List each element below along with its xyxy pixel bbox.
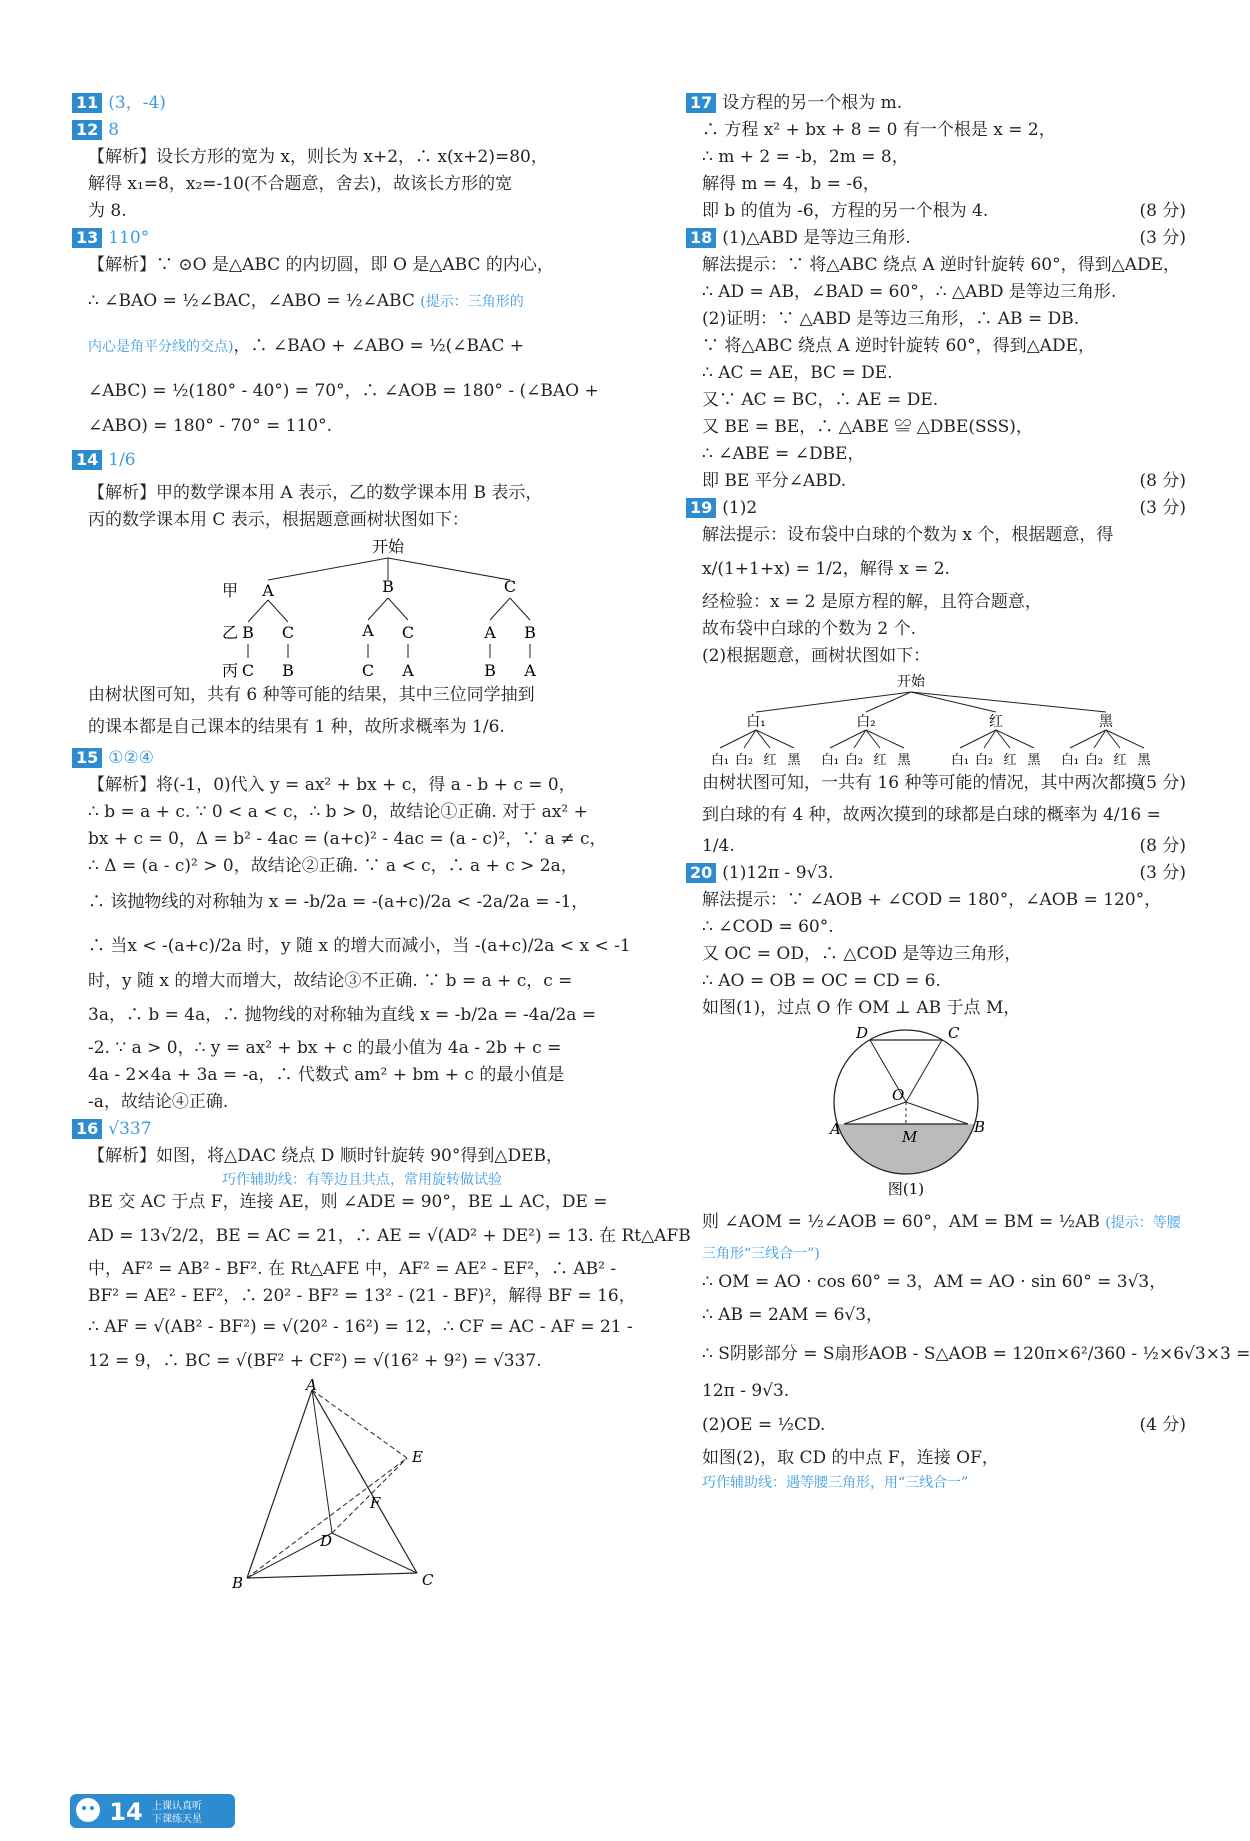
score: (5 分) — [1139, 773, 1186, 793]
solution-line: 如图(2)，取 CD 的中点 F，连接 OF， — [702, 1448, 999, 1468]
solution-line: BE 交 AC 于点 F，连接 AE，则 ∠ADE = 90°，BE ⊥ AC，DE = — [88, 1192, 608, 1212]
left-column — [72, 90, 691, 1593]
solution-line: 设方程的另一个根为 m. — [722, 93, 903, 113]
tree-leaf: 白₂ — [1084, 753, 1104, 768]
point-label: C — [948, 1024, 960, 1042]
point-label: M — [902, 1128, 918, 1146]
tree-leaf: 白₁ — [820, 753, 840, 768]
solution-line: 解法提示：∵ 将△ABC 绕点 A 逆时针旋转 60°，得到△ADE， — [702, 255, 1180, 275]
solution-line: 【解析】将(-1，0)代入 y = ax² + bx + c，得 a - b + c = 0， — [88, 775, 576, 795]
solution-line: 故布袋中白球的个数为 2 个. — [702, 619, 917, 639]
question-number: 19 — [686, 498, 716, 518]
figure-q20 — [686, 1022, 1186, 1202]
tree-node: B — [382, 577, 394, 596]
point-label: O — [892, 1086, 905, 1104]
solution-line: ∴ ∠ABE = ∠DBE， — [702, 444, 865, 464]
tree-node: C — [281, 623, 295, 642]
right-column — [686, 90, 1250, 1493]
solution-line: AD = 13√2/2，BE = AC = 21，∴ AE = √(AD² + DE²) = 13. 在 Rt△AFB — [88, 1226, 691, 1246]
hint-text: 内心是角平分线的交点) — [88, 339, 234, 355]
solution-line: (1)△ABD 是等边三角形. — [722, 228, 911, 248]
solution-line: 的课本都是自己课本的结果有 1 种，故所求概率为 1/6. — [88, 717, 505, 737]
solution-line: -2. ∵ a > 0，∴ y = ax² + bx + c 的最小值为 4a - 2b + c = — [88, 1038, 562, 1058]
solution-line: ∴ b = a + c. ∵ 0 < a < c，∴ b > 0，故结论①正确. 对于 ax² + — [88, 802, 588, 822]
tree-node: 红 — [989, 714, 1003, 730]
footer-slogan: 上课认真听 — [152, 1801, 202, 1812]
solution-line: 12 = 9，∴ BC = √(BF² + CF²) = √(16² + 9²) = √337. — [88, 1351, 542, 1371]
solution-line: (2)证明：∵ △ABD 是等边三角形，∴ AB = DB. — [702, 309, 1080, 329]
point-label: A — [306, 1376, 317, 1394]
solution-line: (1)2 — [722, 498, 758, 518]
tree-leaf: 白₁ — [1060, 753, 1080, 768]
solution-line: ∴ AB = 2AM = 6√3， — [702, 1305, 884, 1325]
tree-node: 白₁ — [746, 714, 766, 730]
tree-node: C — [401, 623, 415, 642]
tree-diagram — [72, 534, 617, 682]
solution-line: 解得 m = 4，b = -6， — [702, 174, 880, 194]
solution-line: 为 8. — [88, 201, 127, 221]
solution-line: ∴ m + 2 = -b，2m = 8， — [702, 147, 909, 167]
solution-line: 由树状图可知，共有 6 种等可能的结果，其中三位同学抽到 — [88, 685, 535, 705]
tree-node: A — [362, 621, 374, 640]
point-label: B — [232, 1574, 244, 1592]
question-number: 11 — [72, 93, 102, 113]
solution-line: ∴ 该抛物线的对称轴为 x = -b/2a = -(a+c)/2a < -2a/2a = -1， — [88, 892, 589, 912]
point-label: D — [856, 1024, 869, 1042]
solution-line: ∠ABC) = ½(180° - 40°) = 70°，∴ ∠AOB = 180° - (∠BAO + — [88, 381, 599, 401]
tree-node: A — [484, 623, 496, 642]
point-label: F — [370, 1494, 381, 1512]
score: (3 分) — [1139, 863, 1186, 883]
tree-leaf: 红 — [1003, 753, 1017, 768]
hint-text: 巧作辅助线：遇等腰三角形，用“三线合一” — [702, 1475, 969, 1491]
solution-line: 解法提示：∵ ∠AOB + ∠COD = 180°，∠AOB = 120°， — [702, 890, 1162, 910]
tree-node: C — [503, 577, 517, 596]
solution-line: 4a - 2×4a + 3a = -a，∴ 代数式 am² + bm + c 的最小值是 — [88, 1065, 565, 1085]
point-label: A — [830, 1120, 841, 1138]
question-number: 12 — [72, 120, 102, 140]
solution-line: (2)根据题意，画树状图如下： — [702, 646, 931, 666]
tree-node: A — [402, 661, 414, 680]
question-number: 14 — [72, 450, 102, 470]
solution-line: 【解析】甲的数学课本用 A 表示，乙的数学课本用 B 表示， — [88, 483, 543, 503]
solution-line: 经检验：x = 2 是原方程的解，且符合题意， — [702, 592, 1042, 612]
point-label: C — [422, 1571, 434, 1589]
solution-line: (2)OE = ½CD. — [702, 1415, 826, 1435]
solution-line: 又 OC = OD，∴ △COD 是等边三角形， — [702, 944, 1022, 964]
score: (8 分) — [1139, 471, 1186, 491]
page-number: 14 — [109, 1798, 143, 1826]
solution-line: ∴ ∠BAO = ½∠BAC，∠ABO = ½∠ABC — [88, 291, 415, 311]
solution-line: ∴ AD = AB，∠BAD = 60°，∴ △ABD 是等边三角形. — [702, 282, 1117, 302]
tree-leaf: 黑 — [1137, 753, 1151, 768]
hint-text: (提示：三角形的 — [420, 294, 524, 310]
tree-leaf: 红 — [763, 753, 777, 768]
hint-text: (提示：等腰 — [1105, 1215, 1181, 1231]
solution-line: -a，故结论④正确. — [88, 1092, 229, 1112]
point-label: E — [412, 1448, 423, 1466]
solution-line: ∴ 方程 x² + bx + 8 = 0 有一个根是 x = 2， — [702, 120, 1056, 140]
solution-line: 12π - 9√3. — [702, 1381, 790, 1401]
hint-text: 巧作辅助线：有等边且共点，常用旋转做试验 — [222, 1172, 502, 1188]
footer-slogan: 下课练天星 — [152, 1814, 202, 1825]
tree-leaf: 白₂ — [974, 753, 994, 768]
row-label: 丙 — [222, 661, 239, 680]
answer: (3，-4) — [108, 93, 166, 113]
solution-line: ∴ S阴影部分 = S扇形AOB - S△AOB = 120π×6²/360 - ½×6√3×3 = — [702, 1344, 1250, 1364]
tree-root: 开始 — [897, 674, 925, 690]
solution-line: 如图(1)，过点 O 作 OM ⊥ AB 于点 M， — [702, 998, 1021, 1018]
figure-q16 — [72, 1378, 617, 1593]
tree-node: B — [242, 623, 254, 642]
tree-leaf: 白₂ — [734, 753, 754, 768]
tree-node: B — [282, 661, 294, 680]
solution-line: 解得 x₁=8，x₂=-10(不合题意，舍去)，故该长方形的宽 — [88, 174, 513, 194]
solution-line: 又 BE = BE，∴ △ABE ≌ △DBE(SSS)， — [702, 417, 1033, 437]
question-number: 20 — [686, 863, 716, 883]
tree-leaf: 黑 — [1027, 753, 1041, 768]
tree-leaf: 白₂ — [844, 753, 864, 768]
solution-line: 【解析】∵ ⊙O 是△ABC 的内切圆，即 O 是△ABC 的内心， — [88, 255, 554, 275]
score: (8 分) — [1139, 836, 1186, 856]
solution-line: 3a，∴ b = 4a，∴ 抛物线的对称轴为直线 x = -b/2a = -4a/2a = — [88, 1005, 597, 1025]
solution-line: 到白球的有 4 种，故两次摸到的球都是白球的概率为 4/16 = — [702, 805, 1161, 825]
tree-node: B — [484, 661, 496, 680]
tree-node: A — [262, 581, 274, 600]
solution-line: ∴ Δ = (a - c)² > 0，故结论②正确. ∵ a < c，∴ a + c > 2a， — [88, 856, 578, 876]
solution-line: 又∵ AC = BC，∴ AE = DE. — [702, 390, 939, 410]
tree-diagram — [686, 670, 1186, 770]
solution-line: ∴ AO = OB = OC = CD = 6. — [702, 971, 941, 991]
hint-text: 三角形“三线合一”) — [702, 1246, 820, 1262]
row-label: 乙 — [222, 623, 239, 642]
figure-caption: 图(1) — [887, 1180, 925, 1198]
solution-line: (1)12π - 9√3. — [722, 863, 834, 883]
score: (3 分) — [1139, 498, 1186, 518]
solution-line: x/(1+1+x) = 1/2，解得 x = 2. — [702, 559, 950, 579]
footer-badge — [70, 1790, 240, 1830]
question-number: 18 — [686, 228, 716, 248]
question-number: 16 — [72, 1119, 102, 1139]
solution-line: ∵ 将△ABC 绕点 A 逆时针旋转 60°，得到△ADE， — [702, 336, 1095, 356]
answer: ①②④ — [108, 748, 154, 768]
solution-line: 中，AF² = AB² - BF². 在 Rt△AFE 中，AF² = AE² - EF²，∴ AB² - — [88, 1259, 617, 1279]
solution-line: 即 BE 平分∠ABD. — [702, 471, 847, 491]
tree-node: C — [361, 661, 375, 680]
tree-leaf: 黑 — [787, 753, 801, 768]
page-footer — [70, 1790, 240, 1830]
tree-leaf: 红 — [1113, 753, 1127, 768]
question-number: 13 — [72, 228, 102, 248]
solution-line: bx + c = 0，Δ = b² - 4ac = (a+c)² - 4ac = (a - c)²，∵ a ≠ c， — [88, 829, 607, 849]
solution-line: BF² = AE² - EF²，∴ 20² - BF² = 13² - (21 - BF)²，解得 BF = 16， — [88, 1286, 636, 1306]
solution-line: 【解析】设长方形的宽为 x，则长为 x+2，∴ x(x+2)=80， — [88, 147, 548, 167]
answer: 8 — [108, 120, 120, 140]
solution-line: ∴ OM = AO · cos 60° = 3，AM = AO · sin 60° = 3√3， — [702, 1272, 1167, 1292]
solution-line: ∴ 当x < -(a+c)/2a 时，y 随 x 的增大而减小，当 -(a+c)/2a < x < -1 — [88, 936, 631, 956]
tree-leaf: 白₁ — [950, 753, 970, 768]
mascot-icon — [76, 1798, 100, 1822]
solution-line: 1/4. — [702, 836, 735, 856]
tree-node: B — [524, 623, 536, 642]
row-label: 甲 — [222, 581, 239, 600]
tree-node: 黑 — [1099, 714, 1113, 730]
solution-line: 解法提示：设布袋中白球的个数为 x 个，根据题意，得 — [702, 525, 1114, 545]
score: (3 分) — [1139, 228, 1186, 248]
tree-leaf: 白₁ — [710, 753, 730, 768]
solution-line: ∴ ∠COD = 60°. — [702, 917, 834, 937]
solution-line: 丙的数学课本用 C 表示，根据题意画树状图如下： — [88, 510, 469, 530]
solution-line: 时，y 随 x 的增大而增大，故结论③不正确. ∵ b = a + c，c = — [88, 971, 573, 991]
solution-line: 由树状图可知，一共有 16 种等可能的情况，其中两次都摸 — [702, 773, 1143, 793]
solution-line: 则 ∠AOM = ½∠AOB = 60°，AM = BM = ½AB — [702, 1212, 1100, 1232]
answer: √337 — [108, 1119, 152, 1139]
tree-leaf: 红 — [873, 753, 887, 768]
solution-line: 即 b 的值为 -6，方程的另一个根为 4. — [702, 201, 989, 221]
solution-line: 【解析】如图，将△DAC 绕点 D 顺时针旋转 90°得到△DEB， — [88, 1146, 563, 1166]
question-number: 17 — [686, 93, 716, 113]
solution-line: ∠ABO) = 180° - 70° = 110°. — [88, 416, 332, 436]
score: (8 分) — [1139, 201, 1186, 221]
tree-node: C — [241, 661, 255, 680]
point-label: B — [974, 1118, 986, 1136]
tree-node: A — [524, 661, 536, 680]
tree-root: 开始 — [371, 537, 405, 556]
answer: 110° — [108, 228, 150, 248]
answer: 1/6 — [108, 450, 136, 470]
score: (4 分) — [1139, 1415, 1186, 1435]
point-label: D — [320, 1532, 333, 1550]
solution-line: ∴ AC = AE，BC = DE. — [702, 363, 893, 383]
solution-line: ，∴ ∠BAO + ∠ABO = ½(∠BAC + — [233, 336, 524, 356]
tree-node: 白₂ — [856, 714, 876, 730]
solution-line: ∴ AF = √(AB² - BF²) = √(20² - 16²) = 12，∴ CF = AC - AF = 21 - — [88, 1317, 633, 1337]
question-number: 15 — [72, 748, 102, 768]
tree-leaf: 黑 — [897, 753, 911, 768]
